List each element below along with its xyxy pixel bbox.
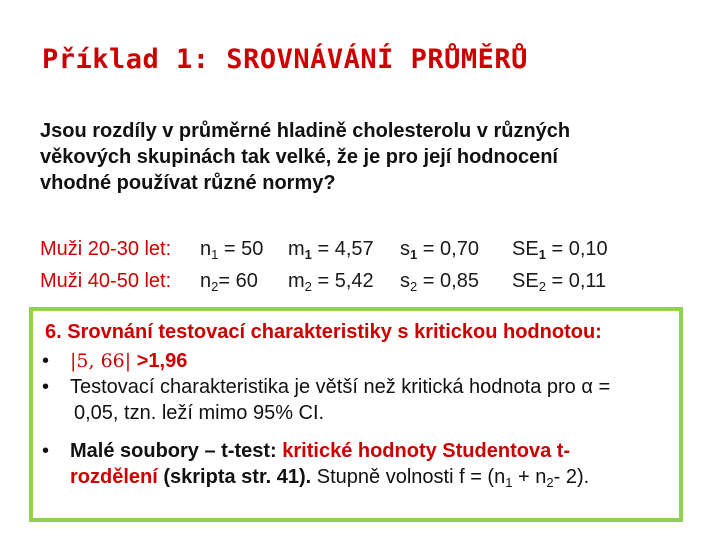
group-mean: $m_2 = 5,42$: [288, 270, 374, 294]
group-row: [40, 265, 632, 297]
group-row: [40, 233, 632, 265]
bullet-item: [42, 374, 662, 426]
bullet-icon: •: [42, 350, 50, 372]
group-statistics: [40, 233, 632, 297]
group-mean: $m_1 = 4,57$: [288, 238, 374, 262]
group-sd: $s_2 = 0,85$: [400, 270, 479, 294]
result-heading: 6. Srovnání testovací charakteristiky s kritickou hodnotou:: [45, 321, 602, 343]
group-sd: $s_1 = 0,70$: [400, 238, 479, 262]
question-line-2: věkových skupinách tak velké, že je pro její hodnocení: [40, 146, 558, 168]
bullet-item: [42, 348, 187, 374]
group-se: $SE_1 = 0,10$: [512, 238, 608, 262]
group-se: $SE_2 = 0,11$: [512, 270, 607, 294]
group-n: $n_2= 60$: [200, 270, 258, 294]
bullet-icon: •: [42, 376, 50, 398]
result-box: [29, 307, 683, 522]
group-label: Muži 40-50 let:: [40, 270, 172, 292]
question-line-1: Jsou rozdíly v průměrné hladině cholesterolu v různých: [40, 120, 571, 142]
bullet-item: [42, 438, 662, 490]
bullet-icon: •: [42, 440, 50, 462]
test-statistic: |5, 66| >1,96: [70, 350, 188, 372]
small-samples-text: Malé soubory – t-test: kritické hodnoty Studentova t- rozdělení (skripta str. 41). Stupně volnosti $f = (n_1 + n_2-$ 2).: [70, 440, 590, 490]
question-text: [40, 118, 680, 196]
group-label: Muži 20-30 let:: [40, 238, 172, 260]
conclusion-text: Testovací charakteristika je větší než kritická hodnota pro α = 0,05, tzn. leží mimo 95% CI.: [70, 376, 611, 424]
group-n: $n_1 = 50$: [200, 238, 264, 262]
question-line-3: vhodné používat různé normy?: [40, 172, 336, 194]
slide-title: Příklad 1: SROVNÁVÁNÍ PRŮMĚRŮ: [42, 44, 528, 75]
